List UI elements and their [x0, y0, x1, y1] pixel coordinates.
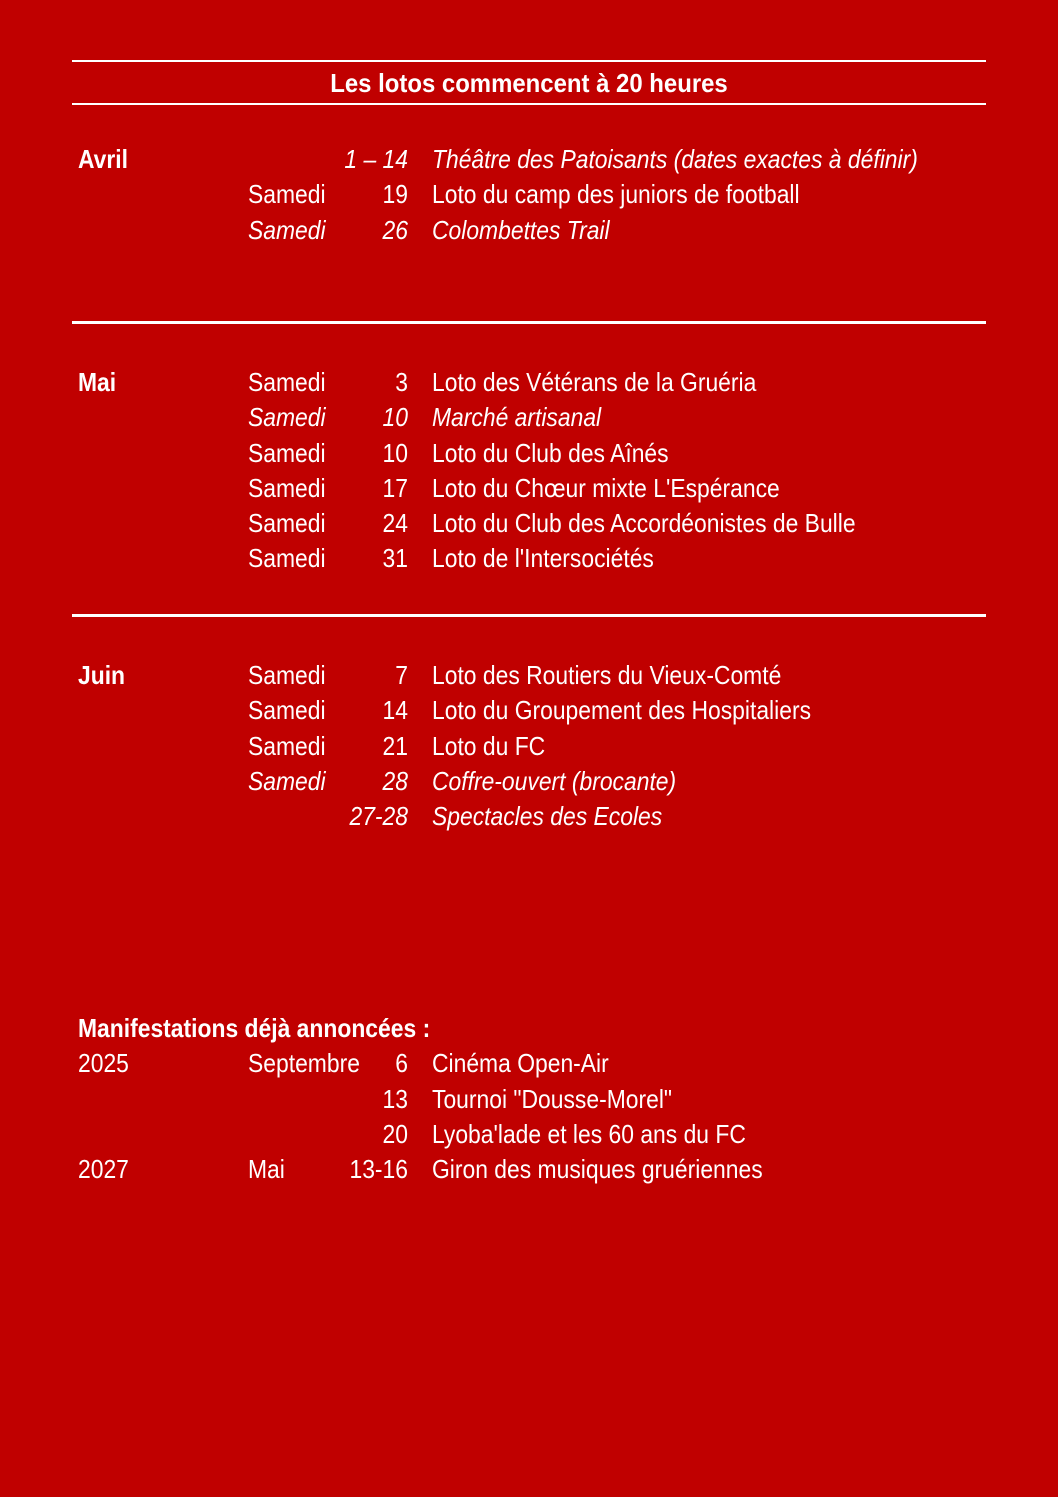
event-row [78, 658, 1028, 693]
header-divider [72, 103, 986, 105]
event-day: Samedi [248, 765, 326, 796]
event-row [78, 541, 1028, 576]
event-day: Samedi [248, 214, 326, 245]
event-name: Marché artisanal [432, 402, 602, 433]
annonce-month: Septembre [248, 1048, 360, 1079]
event-name: Théâtre des Patoisants (dates exactes à définir) [432, 144, 918, 174]
event-row [78, 400, 1028, 435]
event-date: 1 – 14 [344, 144, 408, 174]
event-date: 3 [395, 367, 408, 397]
annonce-date: 13 [382, 1083, 408, 1114]
event-row [78, 799, 1028, 834]
event-date: 24 [382, 508, 408, 539]
event-name: Loto du FC [432, 730, 546, 761]
event-name: Loto du Club des Accordéonistes de Bulle [432, 508, 856, 539]
event-row [78, 764, 1028, 799]
event-day: Samedi [248, 472, 326, 503]
event-date: 21 [382, 730, 408, 761]
event-row [78, 177, 1028, 212]
section-annonces [78, 1011, 1028, 1187]
annonce-event: Tournoi "Dousse-Morel" [432, 1083, 673, 1114]
month-label: Avril [78, 144, 129, 174]
event-name: Loto de l'Intersociétés [432, 543, 654, 574]
annonce-row [78, 1117, 1028, 1152]
event-day: Samedi [248, 730, 326, 761]
section-divider [72, 614, 986, 617]
annonce-row [78, 1082, 1028, 1117]
event-name: Loto du Chœur mixte L'Espérance [432, 472, 780, 503]
event-row [78, 365, 1028, 400]
event-date: 27-28 [349, 801, 408, 832]
annonce-event: Cinéma Open-Air [432, 1048, 609, 1079]
event-row [78, 471, 1028, 506]
event-row [78, 506, 1028, 541]
annonce-row [78, 1152, 1028, 1187]
event-day: Samedi [248, 402, 326, 433]
month-label: Mai [78, 367, 117, 397]
section-mai [78, 365, 1028, 577]
event-name: Loto du Club des Aînés [432, 437, 669, 468]
event-row [78, 729, 1028, 764]
annonce-event: Giron des musiques gruériennes [432, 1154, 763, 1185]
event-date: 19 [382, 179, 408, 210]
annonce-month: Mai [248, 1154, 285, 1185]
event-row [78, 436, 1028, 471]
event-date: 26 [382, 214, 408, 245]
event-day: Samedi [248, 437, 326, 468]
annonces-title: Manifestations déjà annoncées : [78, 1013, 431, 1043]
top-divider [72, 60, 986, 62]
event-date: 17 [382, 472, 408, 503]
section-juin [78, 658, 1028, 834]
event-day: Samedi [248, 660, 326, 690]
event-date: 14 [382, 695, 408, 726]
page-title: Les lotos commencent à 20 heures [330, 68, 728, 98]
annonce-year: 2025 [78, 1048, 129, 1079]
event-name: Loto du camp des juniors de football [432, 179, 800, 210]
event-row [78, 693, 1028, 728]
annonce-date: 6 [395, 1048, 408, 1079]
event-date: 10 [382, 402, 408, 433]
annonce-row [78, 1046, 1028, 1081]
annonce-date: 13-16 [349, 1154, 408, 1185]
event-name: Loto du Groupement des Hospitaliers [432, 695, 812, 726]
event-name: Spectacles des Ecoles [432, 801, 663, 832]
event-row [78, 142, 1028, 177]
event-name: Coffre-ouvert (brocante) [432, 765, 677, 796]
event-day: Samedi [248, 179, 326, 210]
annonce-event: Lyoba'lade et les 60 ans du FC [432, 1118, 746, 1149]
event-name: Loto des Routiers du Vieux-Comté [432, 660, 782, 690]
event-day: Samedi [248, 695, 326, 726]
event-name: Colombettes Trail [432, 214, 610, 245]
event-day: Samedi [248, 543, 326, 574]
section-divider [72, 321, 986, 324]
section-avril [78, 142, 1028, 248]
event-date: 7 [395, 660, 408, 690]
month-label: Juin [78, 660, 126, 690]
event-row [78, 213, 1028, 248]
event-date: 10 [382, 437, 408, 468]
event-name: Loto des Vétérans de la Gruéria [432, 367, 757, 397]
event-day: Samedi [248, 508, 326, 539]
annonce-date: 20 [382, 1118, 408, 1149]
annonce-year: 2027 [78, 1154, 129, 1185]
event-day: Samedi [248, 367, 326, 397]
annonces-heading-row [78, 1011, 1028, 1046]
event-date: 28 [382, 765, 408, 796]
event-date: 31 [382, 543, 408, 574]
